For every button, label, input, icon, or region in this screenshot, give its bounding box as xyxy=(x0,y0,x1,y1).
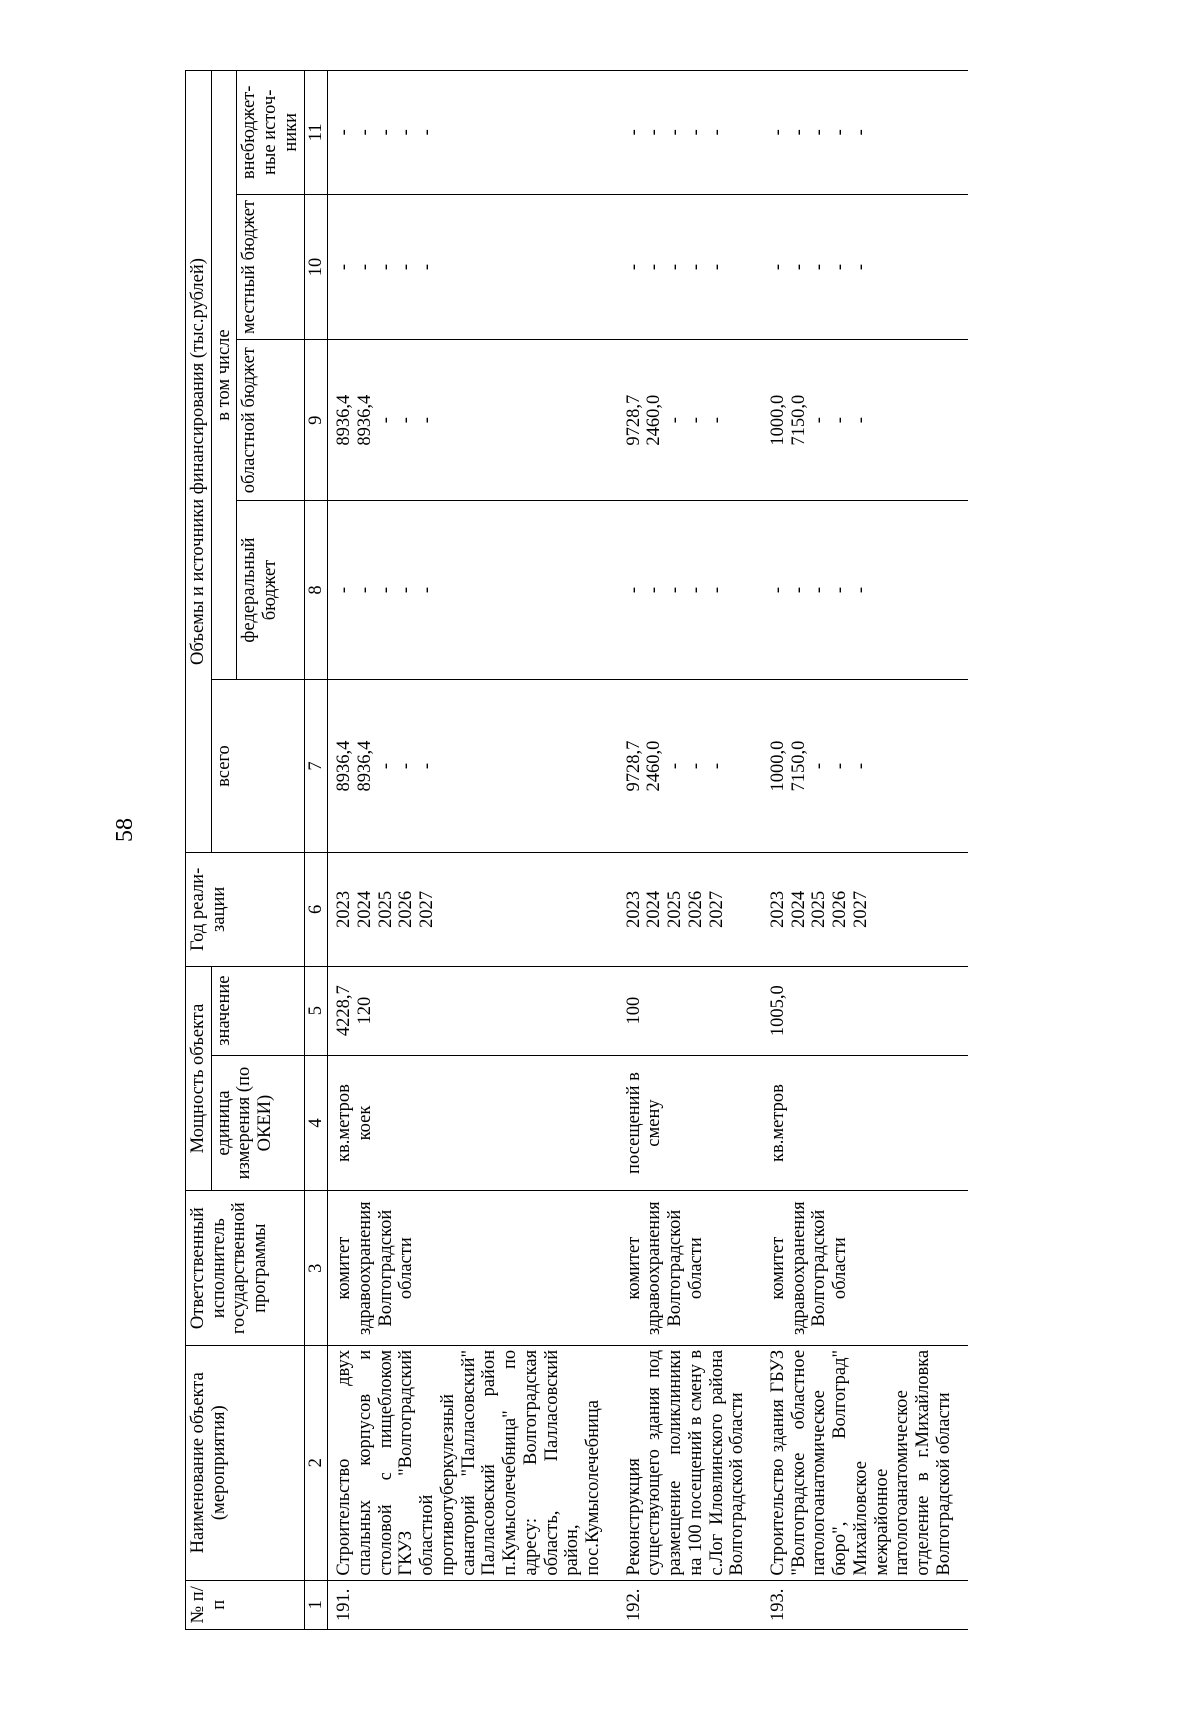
unit-line: посещений в смену xyxy=(623,1072,665,1174)
executor: комитет здравоохранения Волгоградской области xyxy=(762,1191,968,1345)
regional-amount-line: - xyxy=(830,417,851,424)
column-number: 7 xyxy=(304,680,328,853)
column-number: 9 xyxy=(304,340,328,501)
capacity-value xyxy=(762,966,968,1055)
local-amount-line: - xyxy=(809,263,830,271)
extrabudget-amount-line: - xyxy=(809,129,830,136)
total-amount-line: - xyxy=(375,762,396,770)
column-number: 5 xyxy=(304,966,328,1055)
local-amount-line: - xyxy=(850,263,871,271)
year-line: 2025 xyxy=(375,890,396,928)
total-amount-line: 1000,0 xyxy=(767,740,788,792)
header-extrabudget: внебюджет-ные источ-ники xyxy=(237,71,304,195)
capacity-value xyxy=(328,966,618,1055)
year-line: 2027 xyxy=(850,890,871,928)
extrabudget-amount-line: - xyxy=(788,129,809,136)
extrabudget-amount-line: - xyxy=(830,129,851,136)
extrabudget-amount xyxy=(618,71,762,195)
regional-amount-line: - xyxy=(665,417,686,424)
regional-amount-line: 1000,0 xyxy=(767,394,788,446)
total-amount-line: 8936,4 xyxy=(334,740,355,792)
year-line: 2026 xyxy=(685,890,706,928)
table-body xyxy=(328,71,969,1630)
column-number: 3 xyxy=(304,1191,328,1345)
unit xyxy=(762,1055,968,1191)
local-amount-line: - xyxy=(417,263,438,271)
table-row xyxy=(328,71,618,1630)
total-amount-line: - xyxy=(396,762,417,770)
row-number: 193. xyxy=(762,1580,968,1629)
federal-amount xyxy=(762,500,968,679)
local-amount-line: - xyxy=(706,263,727,271)
total-amount xyxy=(762,680,968,853)
header-executor: Ответственный исполнитель государственной программы xyxy=(186,1191,305,1345)
total-amount-line: 2460,0 xyxy=(644,740,665,792)
regional-amount xyxy=(618,340,762,501)
regional-amount-line: - xyxy=(417,417,438,424)
federal-amount-line: - xyxy=(706,586,727,594)
header-local: местный бюджет xyxy=(237,194,304,340)
regional-amount-line: - xyxy=(809,417,830,424)
regional-amount xyxy=(328,340,618,501)
capacity-value-line: 120 xyxy=(355,996,376,1025)
column-number: 6 xyxy=(304,853,328,967)
local-amount-line: - xyxy=(623,263,644,271)
federal-amount-line: - xyxy=(623,586,644,594)
year-line: 2025 xyxy=(809,890,830,928)
financing-table xyxy=(185,70,968,1630)
federal-amount xyxy=(618,500,762,679)
total-amount-line: - xyxy=(665,762,686,770)
regional-amount-line: - xyxy=(375,417,396,424)
total-amount-line: 9728,7 xyxy=(623,740,644,792)
object-name: Реконструкция существующего здания под размещение поликлиники на 100 посещений в смену в с.Лог Иловлинского района Волгоградской области xyxy=(618,1345,762,1580)
local-amount-line: - xyxy=(830,263,851,271)
regional-amount-line: 8936,4 xyxy=(334,394,355,446)
local-amount-line: - xyxy=(334,263,355,271)
year-line: 2024 xyxy=(644,890,665,928)
extrabudget-amount-line: - xyxy=(767,129,788,136)
local-amount-line: - xyxy=(375,263,396,271)
column-number: 4 xyxy=(304,1055,328,1191)
extrabudget-amount xyxy=(328,71,618,195)
header-finance: Объемы и источники финансирования (тыс.рублей) xyxy=(186,71,212,853)
rotated-table-sheet xyxy=(185,70,954,1630)
year xyxy=(618,853,762,967)
executor: комитет здравоохранения Волгоградской области xyxy=(618,1191,762,1345)
year-line: 2024 xyxy=(788,890,809,928)
federal-amount-line: - xyxy=(850,586,871,594)
federal-amount-line: - xyxy=(788,586,809,594)
local-amount-line: - xyxy=(396,263,417,271)
unit-line: коек xyxy=(355,1105,376,1141)
local-amount xyxy=(762,194,968,340)
year-line: 2027 xyxy=(417,890,438,928)
capacity-value-line: 100 xyxy=(623,996,644,1025)
extrabudget-amount-line: - xyxy=(665,129,686,136)
federal-amount-line: - xyxy=(830,586,851,594)
header-unit: единица измерения (по ОКЕИ) xyxy=(211,1055,304,1191)
extrabudget-amount-line: - xyxy=(644,129,665,136)
column-number-row xyxy=(304,71,328,1630)
total-amount-line: - xyxy=(417,762,438,770)
year-line: 2023 xyxy=(767,890,788,928)
federal-amount-line: - xyxy=(685,586,706,594)
year-line: 2024 xyxy=(355,890,376,928)
unit xyxy=(618,1055,762,1191)
local-amount-line: - xyxy=(685,263,706,271)
total-amount xyxy=(618,680,762,853)
total-amount-line: - xyxy=(809,762,830,770)
header-total: всего xyxy=(211,680,304,853)
local-amount xyxy=(328,194,618,340)
executor: комитет здравоохранения Волгоградской области xyxy=(328,1191,618,1345)
local-amount-line: - xyxy=(767,263,788,271)
capacity-value-line: 4228,7 xyxy=(334,985,355,1037)
regional-amount-line: - xyxy=(706,417,727,424)
extrabudget-amount-line: - xyxy=(706,129,727,136)
federal-amount-line: - xyxy=(665,586,686,594)
table-row xyxy=(618,71,762,1630)
regional-amount-line: - xyxy=(685,417,706,424)
extrabudget-amount-line: - xyxy=(417,129,438,136)
year xyxy=(762,853,968,967)
federal-amount-line: - xyxy=(334,586,355,594)
header-value: значение xyxy=(211,966,304,1055)
year-line: 2023 xyxy=(623,890,644,928)
header-regional: областной бюджет xyxy=(237,340,304,501)
regional-amount-line: - xyxy=(396,417,417,424)
regional-amount-line: 7150,0 xyxy=(788,394,809,446)
header-year: Год реали-зации xyxy=(186,853,305,967)
regional-amount xyxy=(762,340,968,501)
column-number: 10 xyxy=(304,194,328,340)
total-amount-line: - xyxy=(706,762,727,770)
extrabudget-amount-line: - xyxy=(623,129,644,136)
column-number: 8 xyxy=(304,500,328,679)
extrabudget-amount-line: - xyxy=(375,129,396,136)
year-line: 2023 xyxy=(334,890,355,928)
header-name: Наименование объекта (мероприятия) xyxy=(186,1345,305,1580)
local-amount-line: - xyxy=(665,263,686,271)
row-number: 192. xyxy=(618,1580,762,1629)
total-amount xyxy=(328,680,618,853)
local-amount xyxy=(618,194,762,340)
federal-amount-line: - xyxy=(375,586,396,594)
header-federal: федеральный бюджет xyxy=(237,500,304,679)
header-including: в том числе xyxy=(211,71,237,680)
page-number: 58 xyxy=(112,818,138,842)
regional-amount-line: 8936,4 xyxy=(355,394,376,446)
federal-amount-line: - xyxy=(644,586,665,594)
row-number: 191. xyxy=(328,1580,618,1629)
extrabudget-amount-line: - xyxy=(355,129,376,136)
column-number: 2 xyxy=(304,1345,328,1580)
regional-amount-line: - xyxy=(850,417,871,424)
federal-amount-line: - xyxy=(767,586,788,594)
extrabudget-amount-line: - xyxy=(850,129,871,136)
column-number: 11 xyxy=(304,71,328,195)
table-row xyxy=(762,71,968,1630)
federal-amount xyxy=(328,500,618,679)
regional-amount-line: 9728,7 xyxy=(623,394,644,446)
extrabudget-amount-line: - xyxy=(685,129,706,136)
total-amount-line: - xyxy=(685,762,706,770)
extrabudget-amount-line: - xyxy=(396,129,417,136)
year-line: 2026 xyxy=(396,890,417,928)
year xyxy=(328,853,618,967)
total-amount-line: - xyxy=(830,762,851,770)
year-line: 2027 xyxy=(706,890,727,928)
extrabudget-amount-line: - xyxy=(334,129,355,136)
capacity-value xyxy=(618,966,762,1055)
capacity-value-line: 1005,0 xyxy=(767,985,788,1037)
local-amount-line: - xyxy=(355,263,376,271)
object-name: Строительство двух спальных корпусов и столовой с пищеблоком ГКУЗ "Волгоградский областной противотуберкулезный санаторий "Палласовский" Палласовский район п.Кумысолечебница" по адресу: Волгоградская область, Палласовский район, пос.Кумысолечебница xyxy=(328,1345,618,1580)
federal-amount-line: - xyxy=(809,586,830,594)
regional-amount-line: 2460,0 xyxy=(644,394,665,446)
total-amount-line: 7150,0 xyxy=(788,740,809,792)
unit-line: кв.метров xyxy=(767,1084,788,1162)
unit-line: кв.метров xyxy=(334,1084,355,1162)
federal-amount-line: - xyxy=(396,586,417,594)
total-amount-line: 8936,4 xyxy=(355,740,376,792)
year-line: 2026 xyxy=(830,890,851,928)
year-line: 2025 xyxy=(665,890,686,928)
header-power: Мощность объекта xyxy=(186,966,212,1191)
column-number: 1 xyxy=(304,1580,328,1629)
federal-amount-line: - xyxy=(355,586,376,594)
header-num: № п/п xyxy=(186,1580,305,1629)
local-amount-line: - xyxy=(788,263,809,271)
extrabudget-amount xyxy=(762,71,968,195)
table-header xyxy=(186,71,328,1630)
object-name: Строительство здания ГБУЗ "Волгоградское областное патологоанатомическое бюро", Волгоград" Михайловское межрайонное патологоанатомическое отделение в г.Михайловка Волгоградской области xyxy=(762,1345,968,1580)
unit xyxy=(328,1055,618,1191)
local-amount-line: - xyxy=(644,263,665,271)
federal-amount-line: - xyxy=(417,586,438,594)
total-amount-line: - xyxy=(850,762,871,770)
